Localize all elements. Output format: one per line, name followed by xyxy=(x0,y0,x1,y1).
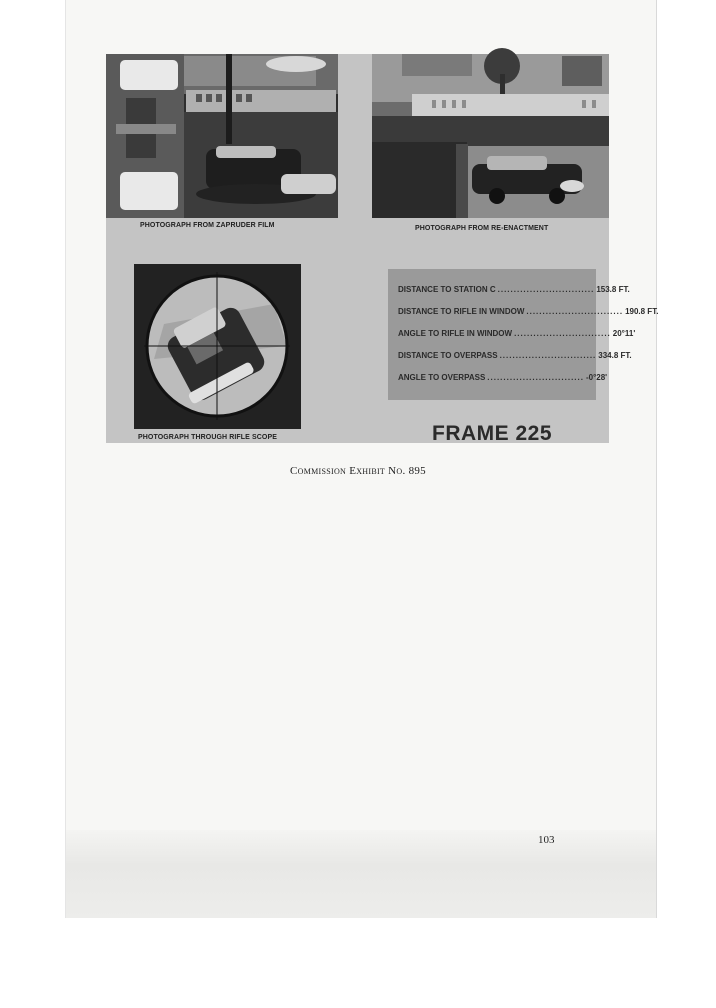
exhibit-caption: Commission Exhibit No. 895 xyxy=(290,465,426,477)
measurement-label: DISTANCE TO STATION C xyxy=(398,285,496,294)
measurement-label: DISTANCE TO RIFLE IN WINDOW xyxy=(398,307,525,316)
reenactment-photo xyxy=(372,54,609,218)
measurement-value: -0°28' xyxy=(585,373,608,382)
measurement-row: DISTANCE TO RIFLE IN WINDOW .............................. 190.8 FT. xyxy=(398,307,659,316)
measurement-row: ANGLE TO RIFLE IN WINDOW .............................. 20°11' xyxy=(398,329,636,338)
page-number: 103 xyxy=(538,834,555,846)
measurement-label: ANGLE TO RIFLE IN WINDOW xyxy=(398,329,513,338)
caption-zapruder: PHOTOGRAPH FROM ZAPRUDER FILM xyxy=(140,222,275,229)
page-bottom-shading xyxy=(66,830,656,918)
measurement-label: ANGLE TO OVERPASS xyxy=(398,373,486,382)
measurement-value: 20°11' xyxy=(612,329,636,338)
frame-title: FRAME 225 xyxy=(432,422,553,445)
caption-scope: PHOTOGRAPH THROUGH RIFLE SCOPE xyxy=(138,434,277,441)
measurement-row: ANGLE TO OVERPASS .............................. -0°28' xyxy=(398,373,608,382)
rifle-scope-photo xyxy=(134,264,301,429)
measurement-value: 334.8 FT. xyxy=(598,351,632,360)
measurement-row: DISTANCE TO STATION C .............................. 153.8 FT. xyxy=(398,285,630,294)
measurement-value: 153.8 FT. xyxy=(596,285,630,294)
measurement-label: DISTANCE TO OVERPASS xyxy=(398,351,498,360)
measurement-value: 190.8 FT. xyxy=(625,307,659,316)
caption-reenactment: PHOTOGRAPH FROM RE-ENACTMENT xyxy=(415,225,549,232)
measurements-panel xyxy=(388,269,659,400)
zapruder-film-photo xyxy=(106,54,338,218)
measurement-row: DISTANCE TO OVERPASS .............................. 334.8 FT. xyxy=(398,351,632,360)
